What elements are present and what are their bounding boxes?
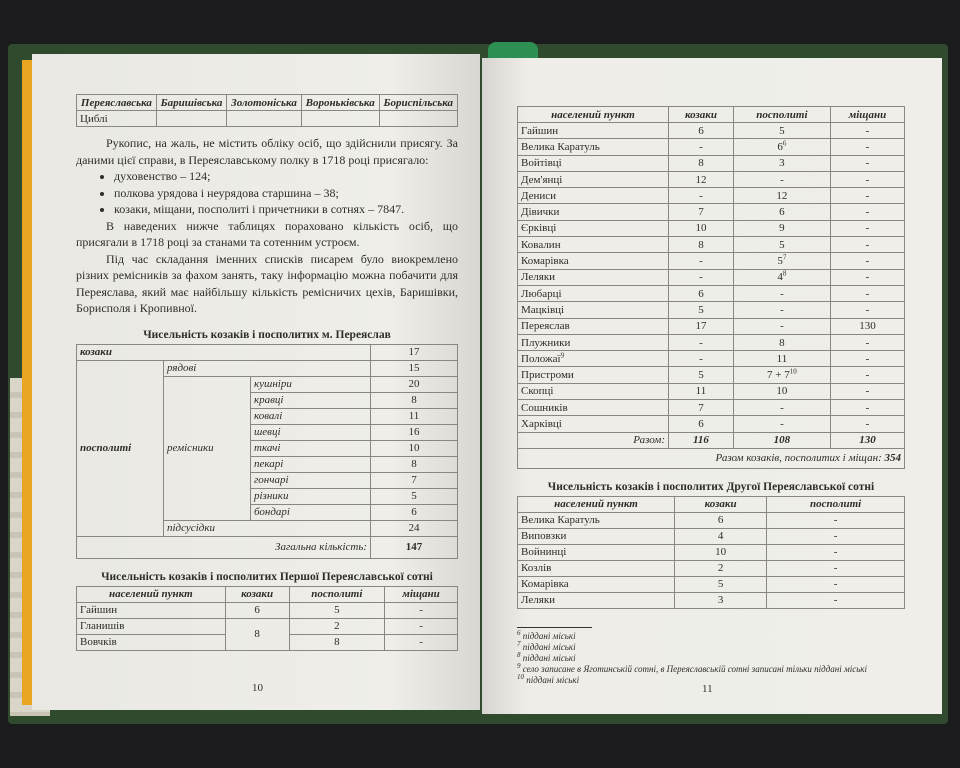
- table-cell: 24: [371, 520, 458, 536]
- table-cell: посполиті: [733, 107, 830, 123]
- table-cell: бондарі: [251, 504, 371, 520]
- table-cell: -: [669, 139, 734, 155]
- table-cell: 2: [289, 618, 384, 634]
- table-cell: козаки: [225, 586, 289, 602]
- table-row: [77, 344, 458, 360]
- table-row: [518, 334, 905, 350]
- table-row: [518, 592, 905, 608]
- value: 8: [779, 336, 785, 349]
- table-cell: 6: [371, 504, 458, 520]
- table-cell: [733, 253, 830, 269]
- table-cell: ремісники: [164, 376, 251, 520]
- table-cell: пекарі: [251, 456, 371, 472]
- table-cell: 17: [371, 344, 458, 360]
- value: 5: [779, 238, 785, 251]
- table-cell: -: [830, 188, 904, 204]
- table-cell: [301, 111, 379, 127]
- table-cell: козаки: [675, 496, 767, 512]
- footnote-text: піддані міські: [522, 641, 576, 652]
- table-cell: [733, 155, 830, 171]
- sotni-table: [76, 94, 458, 127]
- footnote-divider: [517, 627, 592, 628]
- table-cell: -: [767, 544, 905, 560]
- bullet-list: [76, 168, 458, 218]
- place-name: Дениси: [521, 189, 557, 202]
- table-cell: 17: [669, 318, 734, 334]
- table-cell: різники: [251, 488, 371, 504]
- place-name: Комарівка: [521, 255, 569, 268]
- table-cell: 11: [669, 383, 734, 399]
- table-cell: населений пункт: [518, 107, 669, 123]
- place-name: Скопці: [521, 385, 554, 398]
- table-cell: -: [767, 592, 905, 608]
- footnote-text: село записане в Яготинській сотні, в Переяславській сотні записані тільки піддані міські: [522, 663, 868, 674]
- right-page: [482, 58, 942, 714]
- table-row: [518, 512, 905, 528]
- table-cell: 6: [225, 602, 289, 618]
- table-row: [518, 302, 905, 318]
- table-cell: [518, 253, 669, 269]
- footnote: [517, 650, 905, 664]
- table-cell: козаки: [669, 107, 734, 123]
- footnote-ref: 9: [560, 351, 565, 360]
- value: 7 + 7: [767, 369, 790, 382]
- value: 10: [776, 385, 788, 398]
- table-cell: -: [385, 634, 458, 650]
- table-row: [518, 253, 905, 269]
- table-cell: Козлів: [518, 560, 675, 576]
- place-name: Сошників: [521, 401, 568, 414]
- table-cell: гончарі: [251, 472, 371, 488]
- value: -: [780, 303, 784, 316]
- table-cell: 11: [371, 408, 458, 424]
- table-cell: [733, 302, 830, 318]
- table-cell: 5: [669, 367, 734, 383]
- bullet-item: • козаки, міщани, посполиті і причетники в сотнях – 7847.: [114, 201, 458, 218]
- place-name: Дівички: [521, 206, 560, 219]
- table-row: [518, 204, 905, 220]
- table-row: [518, 560, 905, 576]
- footnote-text: піддані міські: [522, 630, 576, 641]
- table-cell: 5: [289, 602, 384, 618]
- footnote-ref: 6: [782, 139, 787, 148]
- value: 6: [777, 140, 783, 153]
- table-row: [518, 351, 905, 367]
- place-name: Плужники: [521, 336, 571, 349]
- place-name: Гайшин: [521, 124, 559, 137]
- footnote-number: 8: [517, 650, 521, 659]
- place-name: Положаї: [521, 352, 561, 365]
- table-cell: 4: [675, 528, 767, 544]
- right-page-content: [517, 106, 905, 686]
- table-cell: -: [767, 528, 905, 544]
- value: -: [780, 401, 784, 414]
- value: 4: [777, 271, 783, 284]
- table-cell: -: [830, 155, 904, 171]
- table-cell: 10: [669, 220, 734, 236]
- table-cell: -: [830, 400, 904, 416]
- table-cell: -: [385, 618, 458, 634]
- table-cell: [518, 416, 669, 432]
- table-cell: [518, 400, 669, 416]
- left-page: [32, 54, 480, 710]
- table-cell: -: [830, 302, 904, 318]
- table-cell: Циблі: [77, 111, 157, 127]
- table-cell: 20: [371, 376, 458, 392]
- table-cell: [379, 111, 457, 127]
- table-cell: Виповзки: [518, 528, 675, 544]
- bookmark-ribbon: [488, 42, 538, 58]
- paragraph: В наведених нижче таблицях пораховано кількість осіб, що присягали в 1718 році за станами та сотенним устроєм.: [76, 218, 458, 249]
- place-name: Ковалин: [521, 238, 561, 251]
- table-cell: -: [830, 253, 904, 269]
- table-cell: [518, 123, 669, 139]
- table-cell: Загальна кількість:: [77, 536, 371, 558]
- table-title: Чисельність козаків і посполитих Другої Переяславської сотні: [547, 480, 875, 493]
- table-cell: Вороньківська: [301, 95, 379, 111]
- table-row: [518, 155, 905, 171]
- table-cell: 8: [371, 456, 458, 472]
- table-cell: 5: [371, 488, 458, 504]
- table-cell: -: [830, 383, 904, 399]
- table-cell: Леляки: [518, 592, 675, 608]
- footnote-number: 10: [517, 672, 524, 681]
- table-cell: [733, 351, 830, 367]
- table-row: [518, 544, 905, 560]
- table-cell: -: [385, 602, 458, 618]
- table-cell: міщани: [830, 107, 904, 123]
- table-row: [518, 367, 905, 383]
- table-cell: Гайшин: [77, 602, 226, 618]
- table-cell: -: [767, 560, 905, 576]
- table-cell: 8: [289, 634, 384, 650]
- grand-value: 354: [884, 452, 901, 465]
- table-cell: міщани: [385, 586, 458, 602]
- table-cell: [733, 237, 830, 253]
- table-cell: -: [669, 188, 734, 204]
- footnotes: [517, 628, 905, 686]
- table-row: [518, 269, 905, 285]
- value: 9: [779, 222, 785, 235]
- page-number: 10: [252, 682, 263, 694]
- value: 12: [776, 189, 788, 202]
- table-cell: [733, 171, 830, 187]
- table-cell: -: [830, 139, 904, 155]
- grand-total: [518, 448, 905, 468]
- table-cell: 7: [371, 472, 458, 488]
- left-page-content: [76, 94, 458, 651]
- table-cell: [518, 367, 669, 383]
- place-name: Войтівці: [521, 157, 562, 170]
- table-cell: Золотоніська: [227, 95, 301, 111]
- table-cell: 8: [225, 618, 289, 650]
- table-cell: [518, 155, 669, 171]
- table-cell: -: [669, 253, 734, 269]
- table-cell: ткачі: [251, 440, 371, 456]
- table-cell: 7: [669, 400, 734, 416]
- table-cell: [518, 269, 669, 285]
- table-cell: 5: [675, 576, 767, 592]
- table-cell: ковалі: [251, 408, 371, 424]
- footnote: [517, 661, 905, 675]
- table-cell: Переяславська: [77, 95, 157, 111]
- table-cell: населений пункт: [518, 496, 675, 512]
- table-cell: [518, 383, 669, 399]
- table-cell: 10: [371, 440, 458, 456]
- table-cell: -: [830, 334, 904, 350]
- table-cell: 6: [669, 416, 734, 432]
- table-cell: [733, 383, 830, 399]
- value: -: [780, 417, 784, 430]
- table-cell: Войнинці: [518, 544, 675, 560]
- table-cell: [518, 139, 669, 155]
- table-cell: [518, 220, 669, 236]
- value: 5: [777, 255, 783, 268]
- table-cell: -: [830, 237, 904, 253]
- table-cell: Разом:: [518, 432, 669, 448]
- table-row: [77, 536, 458, 558]
- table-cell: -: [830, 285, 904, 301]
- table-cell: 5: [669, 302, 734, 318]
- table-cell: [733, 220, 830, 236]
- table-row: [518, 123, 905, 139]
- table-cell: 12: [669, 171, 734, 187]
- table-cell: 3: [675, 592, 767, 608]
- bullet-item: • полкова урядова і неурядова старшина – 38;: [114, 185, 458, 202]
- table-cell: [733, 269, 830, 285]
- table-cell: -: [669, 334, 734, 350]
- table-cell: [518, 302, 669, 318]
- table-title: Чисельність козаків і посполитих Першої Переяславської сотні: [101, 570, 433, 583]
- footnote-number: 7: [517, 639, 521, 648]
- table-row: [518, 188, 905, 204]
- table-cell: 147: [371, 536, 458, 558]
- table-cell: Баришівська: [156, 95, 226, 111]
- table-cell: -: [669, 269, 734, 285]
- table-cell: [733, 334, 830, 350]
- table-row: [518, 171, 905, 187]
- table-row: [518, 237, 905, 253]
- table-cell: шевці: [251, 424, 371, 440]
- table-cell: населений пункт: [77, 586, 226, 602]
- footnote-ref: 10: [789, 367, 797, 376]
- table-cell: кравці: [251, 392, 371, 408]
- footnote: [517, 628, 905, 642]
- table-cell: 16: [371, 424, 458, 440]
- table-cell: [518, 285, 669, 301]
- table-title: Чисельність козаків і посполитих м. Переяслав: [143, 328, 391, 341]
- table-row: [518, 400, 905, 416]
- table-cell: [518, 318, 669, 334]
- table-cell: [733, 139, 830, 155]
- table-cell: -: [830, 367, 904, 383]
- pereyaslav-table: [76, 344, 458, 559]
- table-cell: [733, 204, 830, 220]
- table-cell: 8: [371, 392, 458, 408]
- table-row: [518, 576, 905, 592]
- table-cell: -: [830, 351, 904, 367]
- table-cell: 130: [830, 318, 904, 334]
- table-cell: [518, 204, 669, 220]
- place-name: Леляки: [521, 271, 556, 284]
- value: 6: [779, 206, 785, 219]
- bullet-item: • духовенство – 124;: [114, 168, 458, 185]
- table-cell: [733, 318, 830, 334]
- table-cell: 130: [830, 432, 904, 448]
- footnote: [517, 639, 905, 653]
- table-cell: [227, 111, 301, 127]
- table-cell: козаки: [77, 344, 371, 360]
- place-name: Велика Каратуль: [521, 140, 600, 153]
- table-cell: 15: [371, 360, 458, 376]
- footnote-number: 6: [517, 628, 521, 637]
- table-cell: 8: [669, 237, 734, 253]
- table-cell: [733, 400, 830, 416]
- table-row: [518, 416, 905, 432]
- footnote-text: піддані міські: [526, 674, 580, 685]
- table-cell: 108: [733, 432, 830, 448]
- table-cell: Вовчків: [77, 634, 226, 650]
- table-row: [518, 285, 905, 301]
- table-cell: -: [830, 171, 904, 187]
- place-name: Єрківці: [521, 222, 557, 235]
- paragraph: Під час складання іменних списків писарем було виокремлено різних ремісників за фахом занять, таку інформацію можна побачити для Переяслава, який має найбільшу кількість ремісничих цехів, Баришівки, Борисполя і Кропивної.: [76, 251, 458, 315]
- value: 3: [779, 157, 785, 170]
- table-cell: Гланишів: [77, 618, 226, 634]
- table-cell: 6: [675, 512, 767, 528]
- table-cell: [733, 123, 830, 139]
- table-cell: 6: [669, 123, 734, 139]
- second-sotnia-table: [517, 496, 905, 609]
- place-name: Любарці: [521, 287, 562, 300]
- table-cell: Бориспільська: [379, 95, 457, 111]
- table-row: [518, 528, 905, 544]
- table-cell: [156, 111, 226, 127]
- table-cell: 7: [669, 204, 734, 220]
- grand-label: Разом козаків, посполитих і міщан:: [715, 452, 882, 465]
- table-cell: [733, 367, 830, 383]
- table-cell: [518, 334, 669, 350]
- table-cell: посполиті: [767, 496, 905, 512]
- table-cell: [733, 416, 830, 432]
- table-cell: -: [830, 220, 904, 236]
- table-cell: 116: [669, 432, 734, 448]
- place-name: Дем'янці: [521, 173, 563, 186]
- table-cell: -: [669, 351, 734, 367]
- table-cell: 6: [669, 285, 734, 301]
- table-cell: [518, 188, 669, 204]
- table-cell: кушніри: [251, 376, 371, 392]
- table-cell: -: [767, 576, 905, 592]
- table-row: [518, 318, 905, 334]
- footnote-ref: 8: [782, 269, 787, 278]
- table-cell: [518, 171, 669, 187]
- table-cell: [518, 351, 669, 367]
- table-row: [518, 383, 905, 399]
- place-name: Мацківці: [521, 303, 565, 316]
- table-cell: Велика Каратуль: [518, 512, 675, 528]
- table-row: [77, 360, 458, 376]
- value: -: [780, 173, 784, 186]
- table-cell: -: [830, 416, 904, 432]
- table-cell: -: [830, 204, 904, 220]
- value: 5: [779, 124, 785, 137]
- table-cell: посполиті: [77, 360, 164, 536]
- table-row: [518, 139, 905, 155]
- table-cell: -: [767, 512, 905, 528]
- table-cell: Комарівка: [518, 576, 675, 592]
- table-cell: рядові: [164, 360, 371, 376]
- table-cell: [518, 237, 669, 253]
- footnote-number: 9: [517, 661, 521, 670]
- value: -: [780, 287, 784, 300]
- table-cell: -: [830, 123, 904, 139]
- table-cell: підсусідки: [164, 520, 371, 536]
- footnote-text: піддані міські: [522, 652, 576, 663]
- place-name: Пристроми: [521, 369, 574, 382]
- value: -: [780, 320, 784, 333]
- table-cell: 8: [669, 155, 734, 171]
- page-number: 11: [702, 683, 713, 695]
- paragraph: Рукопис, на жаль, не містить обліку осіб, що здійснили присягу. За даними цієї справи, в Переяславському полку в 1718 році присягало:: [76, 136, 458, 167]
- table-cell: посполиті: [289, 586, 384, 602]
- table-cell: -: [830, 269, 904, 285]
- value: 11: [776, 352, 788, 365]
- table-cell: 2: [675, 560, 767, 576]
- place-name: Переяслав: [521, 320, 570, 333]
- table-row: [518, 220, 905, 236]
- footnote-ref: 7: [782, 253, 787, 262]
- settlements-table: [517, 106, 905, 469]
- table-cell: [733, 285, 830, 301]
- table-cell: 10: [675, 544, 767, 560]
- table-cell: [733, 188, 830, 204]
- first-sotnia-table: [76, 586, 458, 651]
- place-name: Харківці: [521, 417, 562, 430]
